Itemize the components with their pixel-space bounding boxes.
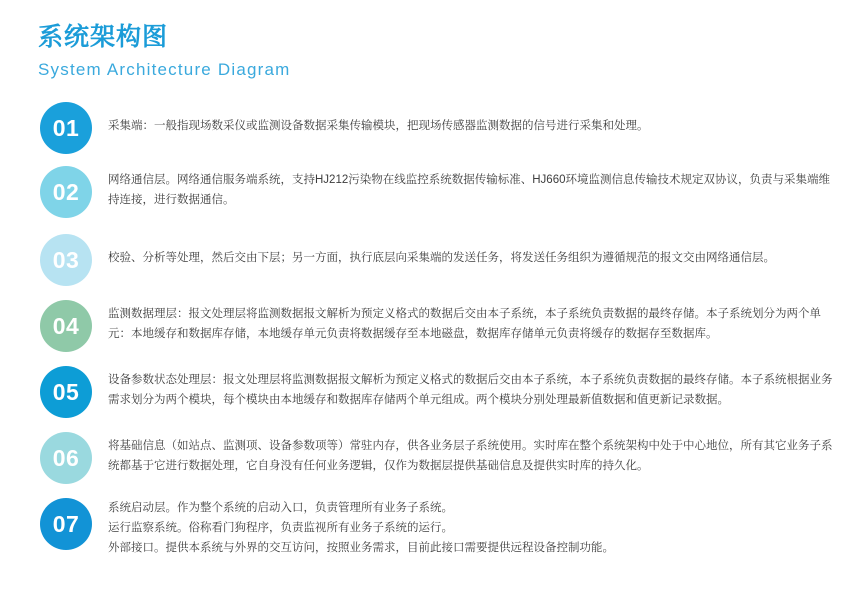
layer-description-line: 元：本地缓存和数据库存储，本地缓存单元负责将数据缓存至本地磁盘，数据库存储单元负责将缓存的数据存至数据库。 — [108, 328, 718, 341]
layer-description — [92, 498, 833, 558]
list-item — [40, 366, 833, 418]
layer-number-badge: 01 — [40, 102, 92, 154]
layer-description — [92, 300, 833, 344]
layer-description — [92, 166, 833, 210]
layer-description-line: 校验、分析等处理，然后交由下层；另一方面，执行底层向采集端的发送任务，将发送任务组织为遵循规范的报文交由网络通信层。 — [108, 252, 775, 264]
layer-description-line: 系统启动层。作为整个系统的启动入口，负责管理所有业务子系统。 — [108, 502, 453, 514]
layer-description-line: 采集端：一般指现场数采仪或监测设备数据采集传输模块，把现场传感器监测数据的信号进行采集和处理。 — [108, 120, 649, 132]
list-item — [40, 234, 833, 286]
layer-description — [92, 432, 833, 476]
page-header — [0, 0, 851, 80]
layer-description — [92, 366, 833, 410]
layer-description-line: 持连接，进行数据通信。 — [108, 194, 235, 207]
layer-number-badge: 04 — [40, 300, 92, 352]
layer-number-badge: 06 — [40, 432, 92, 484]
layer-number-badge: 03 — [40, 234, 92, 286]
layer-number-badge: 07 — [40, 498, 92, 550]
list-item — [40, 102, 833, 154]
layer-description-line: 外部接口。提供本系统与外界的交互访问，按照业务需求，目前此接口需要提供远程设备控制功能。 — [108, 542, 614, 555]
layer-description-line: 网络通信层。网络通信服务端系统，支持HJ212污染物在线监控系统数据传输标准、HJ660环境监测信息传输技术规定双协议，负责与采集端维 — [108, 174, 830, 186]
layer-description — [92, 102, 833, 136]
layer-description-line: 将基础信息（如站点、监测项、设备参数项等）常驻内存，供各业务层子系统使用。实时库在整个系统架构中处于中心地位，所有其它业务子系 — [108, 440, 833, 452]
page-title: 系统架构图 — [38, 23, 169, 51]
list-item — [40, 498, 833, 558]
layer-description-line: 需求划分为两个模块，每个模块由本地缓存和数据库存储两个单元组成。两个模块分别处理最新值数据和值更新记录数据。 — [108, 394, 729, 407]
layer-description-line: 监测数据理层：报文处理层将监测数据报文解析为预定义格式的数据后交由本子系统，本子系统负责数据的最终存储。本子系统划分为两个单 — [108, 308, 821, 320]
page-subtitle: System Architecture Diagram — [38, 60, 291, 79]
layer-description — [92, 234, 833, 268]
layer-description-line: 统都基于它进行数据处理，它自身没有任何业务逻辑，仅作为数据层提供基础信息及提供实时库的持久化。 — [108, 460, 649, 473]
layer-number-badge: 05 — [40, 366, 92, 418]
list-item — [40, 300, 833, 352]
layer-description-line: 设备参数状态处理层：报文处理层将监测数据报文解析为预定义格式的数据后交由本子系统，本子系统负责数据的最终存储。本子系统根据业务 — [108, 374, 833, 386]
list-item — [40, 432, 833, 484]
layer-description-line: 运行监察系统。俗称看门狗程序，负责监视所有业务子系统的运行。 — [108, 522, 453, 535]
list-item — [40, 166, 833, 218]
layer-number-badge: 02 — [40, 166, 92, 218]
architecture-layer-list — [0, 102, 851, 558]
